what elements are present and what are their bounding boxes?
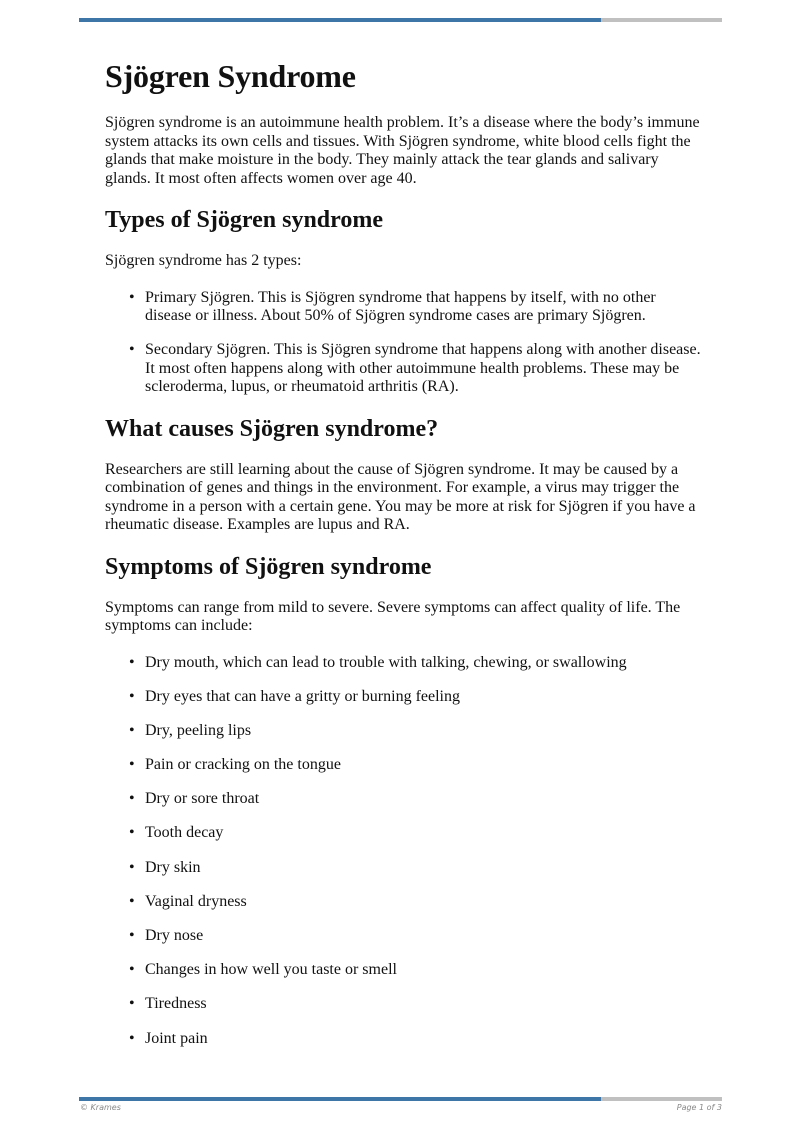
page-footer: [80, 1103, 722, 1112]
top-rule-accent: [79, 18, 601, 22]
bullet-icon: •: [129, 790, 135, 808]
list-item: • Dry, peeling lips: [129, 721, 252, 739]
symptoms-lead: Symptoms can range from mild to severe. Severe symptoms can affect quality of life. The symptoms can include:: [105, 598, 681, 634]
list-item: • Tooth decay: [129, 824, 224, 842]
bullet-icon: •: [129, 927, 135, 944]
bullet-icon: •: [129, 756, 135, 774]
list-item: • Dry eyes that can have a gritty or burning feeling: [129, 687, 460, 705]
bullet-icon: •: [129, 653, 135, 671]
list-item: • Dry nose: [129, 927, 204, 944]
bullet-icon: •: [129, 288, 135, 306]
bullet-icon: •: [129, 1029, 135, 1047]
bullet-icon: •: [129, 687, 135, 705]
list-item: • Changes in how well you taste or smell: [129, 961, 397, 979]
page-title: Sjögren Syndrome: [105, 58, 356, 94]
list-item: • Primary Sjögren. This is Sjögren syndrome that happens by itself, with no other disease or illness. About 50% of Sjögren syndrome cases are primary Sjögren.: [129, 288, 656, 324]
page-indicator: Page 1 of 3: [676, 1103, 722, 1112]
list-item: • Dry or sore throat: [129, 790, 260, 808]
causes-heading: What causes Sjögren syndrome?: [105, 415, 439, 442]
list-item: • Dry skin: [129, 858, 201, 876]
bullet-icon: •: [129, 892, 135, 910]
document-body: [105, 58, 705, 1066]
bullet-icon: •: [129, 961, 135, 979]
top-rule: [79, 18, 722, 22]
bottom-rule: [79, 1097, 722, 1101]
top-rule-gray: [601, 18, 722, 22]
types-heading: Types of Sjögren syndrome: [105, 207, 384, 233]
list-item: • Secondary Sjögren. This is Sjögren syndrome that happens along with another disease. It most often happens along with other autoimmune health problems. These may be scleroderma, lupus, or rheumatoid arthritis (RA).: [129, 341, 701, 395]
list-item: • Joint pain: [129, 1029, 208, 1047]
bullet-icon: •: [129, 824, 135, 842]
intro-paragraph: Sjögren syndrome is an autoimmune health problem. It’s a disease where the body’s immune system attacks its own cells and tissues. With Sjögren syndrome, white blood cells fight the glands that make moisture in the body. They mainly attack the tear glands and salivary glands. It most often affects women over age 40.: [105, 114, 700, 187]
list-item: • Pain or cracking on the tongue: [129, 756, 341, 774]
list-item: • Tiredness: [129, 995, 207, 1013]
symptoms-list: [129, 654, 705, 1049]
bullet-icon: •: [129, 341, 135, 358]
types-lead: Sjögren syndrome has 2 types:: [105, 252, 302, 269]
bottom-rule-gray: [601, 1097, 722, 1101]
bullet-icon: •: [129, 858, 135, 876]
symptoms-heading: Symptoms of Sjögren syndrome: [105, 553, 432, 580]
bottom-rule-accent: [79, 1097, 601, 1101]
bullet-icon: •: [129, 721, 135, 739]
causes-paragraph: Researchers are still learning about the cause of Sjögren syndrome. It may be caused by a combination of genes and things in the environment. For example, a virus may trigger the syndrome in a person with a certain gene. You may be more at risk for Sjögren if you have a rheumatic disease. Examples are lupus and RA.: [105, 460, 696, 533]
copyright-text: © Krames: [80, 1103, 121, 1112]
types-list: [129, 289, 705, 397]
list-item: • Dry mouth, which can lead to trouble with talking, chewing, or swallowing: [129, 653, 627, 671]
list-item: • Vaginal dryness: [129, 892, 247, 910]
bullet-icon: •: [129, 995, 135, 1013]
